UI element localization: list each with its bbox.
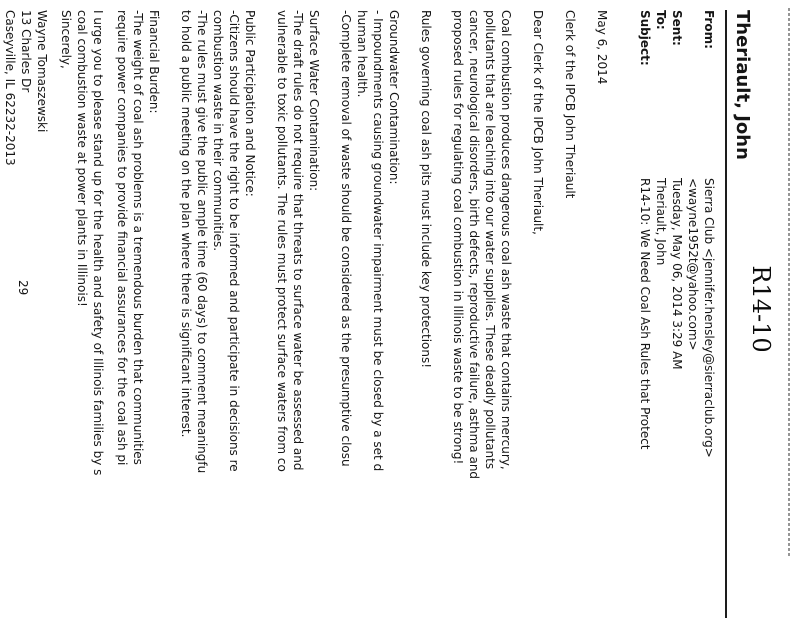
sent-label: Sent: xyxy=(670,10,684,46)
section-line: vulnerable to toxic pollutants. The rules must protect surface waters from co xyxy=(275,10,289,472)
sent-row xyxy=(668,0,684,618)
section-line: require power companies to provide financial assurances for the coal ash pi xyxy=(115,10,129,466)
from-value: Sierra Club <jennifer.hensley@sierraclub.org> xyxy=(702,178,716,458)
from-row xyxy=(700,0,716,618)
intro-line: pollutants that are leaching into our water supplies. These deadly pollutants xyxy=(483,10,497,470)
sender-divider xyxy=(725,10,727,618)
from-label: From: xyxy=(702,10,716,49)
section-line: Surface Water Contamination: xyxy=(307,10,321,192)
sent-value: Tuesday, May 06, 2014 3:29 AM xyxy=(670,178,684,370)
surface-water-section xyxy=(274,10,322,472)
intro-paragraph xyxy=(450,10,514,479)
section-line: -Citizens should have the right to be informed and participate in decisions re xyxy=(227,10,241,472)
groundwater-section xyxy=(338,10,402,471)
section-line: Financial Burden: xyxy=(147,10,161,114)
rules-statement: Rules governing coal ash pits must include key protections! xyxy=(419,10,433,369)
subject-label: Subject: xyxy=(638,10,652,66)
subject-row xyxy=(636,0,652,618)
received-stamp-mark xyxy=(782,0,796,618)
signature-address: 13 Charles Dr xyxy=(19,10,33,93)
intro-line: cancer, neurological disorders, birth defects, reproductive failure, asthma and xyxy=(467,10,481,480)
closing-paragraph xyxy=(74,10,106,475)
salutation: Dear Clerk of the IPCB John Theriault, xyxy=(531,10,545,235)
from-row-continued xyxy=(684,0,700,618)
sender-name: Theriault, John xyxy=(732,10,753,160)
section-line: -Complete removal of waste should be considered as the presumptive closu xyxy=(339,10,353,467)
section-line: - Impoundments causing groundwater impairment must be closed by a set d xyxy=(371,10,385,472)
to-row xyxy=(652,0,668,618)
signature-block xyxy=(2,10,50,166)
public-participation-section xyxy=(178,10,258,473)
subject-value: R14-10: We Need Coal Ash Rules that Protect xyxy=(638,178,652,450)
page-number: 29 xyxy=(16,280,30,296)
intro-line: proposed rules for regulating coal combustion in Illinois waste to be strong! xyxy=(451,10,465,465)
to-value: Theriault, John xyxy=(654,178,668,266)
signature-city: Caseyville, IL 62232-2013 xyxy=(3,10,17,166)
section-line: to hold a public meeting on the plan where there is significant interest. xyxy=(179,10,193,438)
letter-date: May 6, 2014 xyxy=(595,10,609,85)
section-line: combustion waste in their communities. xyxy=(211,10,225,252)
intro-line: Coal combustion produces dangerous coal ash waste that contains mercury, xyxy=(499,10,513,470)
section-line: -The draft rules do not require that threats to surface water be assessed and xyxy=(291,10,305,471)
section-line: Public Participation and Notice: xyxy=(243,10,257,197)
closing-line: coal combustion waste at power plants in Illinois! xyxy=(75,10,89,307)
closing-line: I urge you to please stand up for the health and safety of Illinois families by s xyxy=(91,10,105,476)
addressee: Clerk of the IPCB John Theriault xyxy=(563,10,577,199)
docket-number: R14-10 xyxy=(747,265,775,353)
section-line: -The weight of coal ash problems is a tremendous burden that communities xyxy=(131,10,145,465)
section-line: Groundwater Contamination: xyxy=(387,10,401,185)
to-label: To: xyxy=(654,10,668,30)
signoff: Sincerely, xyxy=(59,10,73,69)
signature-name: Wayne Tomaszewski xyxy=(35,10,49,133)
financial-burden-section xyxy=(114,10,162,465)
from-value-email: <wayne1952t@yahoo.com> xyxy=(686,178,700,351)
section-line: human health. xyxy=(355,10,369,98)
section-line: -The rules must give the public ample time (60 days) to comment meaningfu xyxy=(195,10,209,474)
